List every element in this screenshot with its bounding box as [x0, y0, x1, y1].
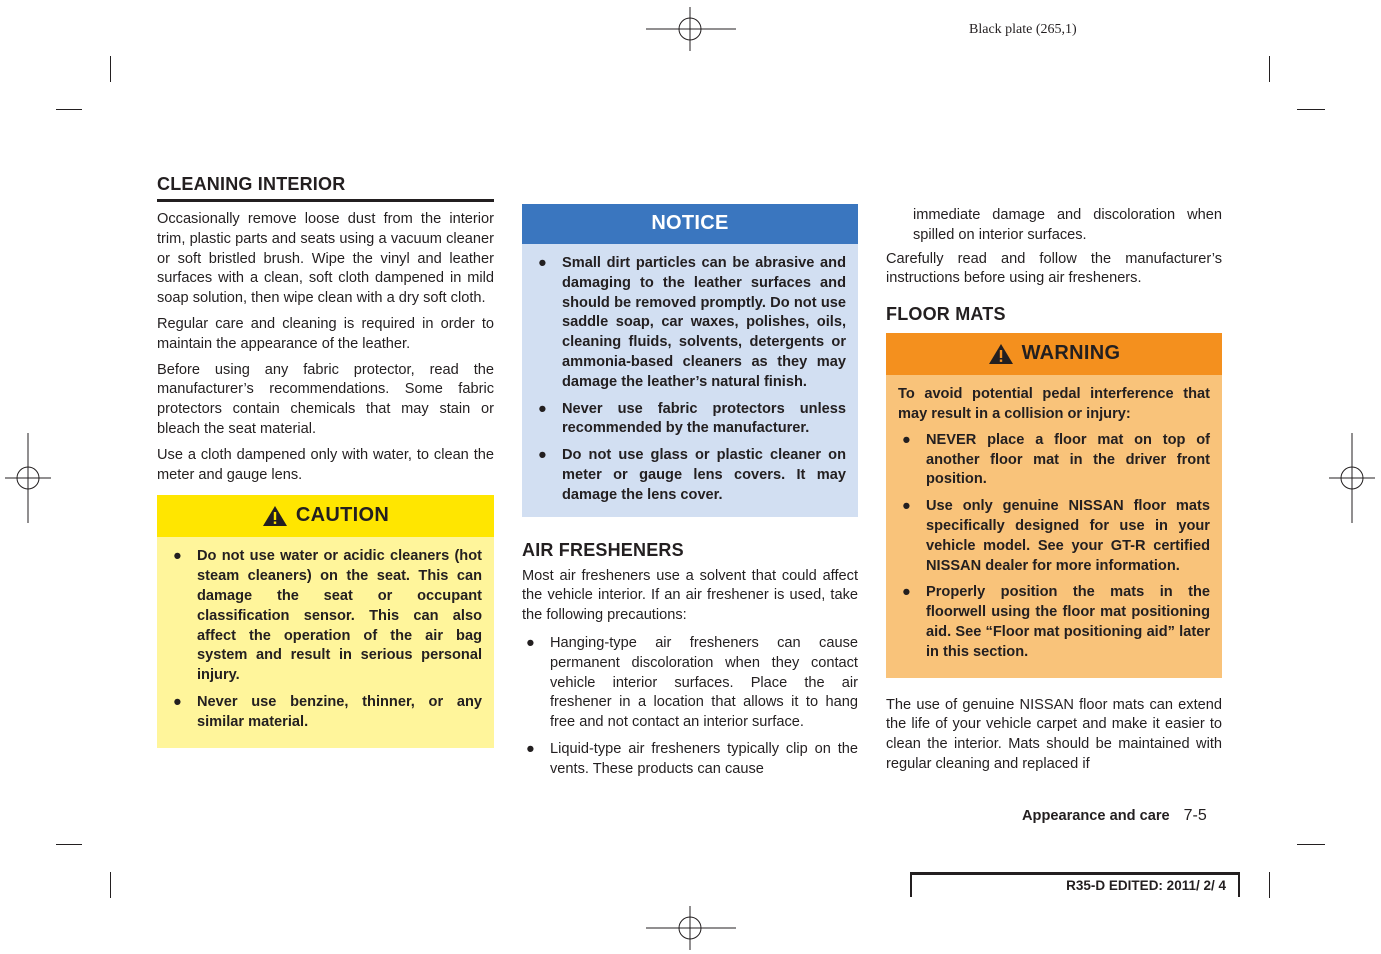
warning-triangle-icon: [988, 343, 1014, 365]
warning-body: [886, 375, 1222, 677]
paragraph: Occasionally remove loose dust from the interior trim, plastic parts and seats using a vacuum cleaner or soft bristled brush. Wipe the vinyl and leather surfaces with a clean, soft cloth dampened in mild soap solution, then wipe clean with a dry soft cloth.: [157, 211, 494, 307]
warning-triangle-icon: [262, 505, 288, 527]
caution-body: [157, 537, 494, 747]
bullet-icon: ●: [902, 431, 911, 448]
bullet-icon: ●: [902, 584, 911, 601]
edited-stamp: R35-D EDITED: 2011/ 2/ 4: [910, 872, 1240, 897]
paragraph: Use a cloth dampened only with water, to clean the meter and gauge lens.: [157, 446, 494, 483]
list-item: ● Do not use water or acidic cleaners (hot steam cleaners) on the seat. This can damage the seat or occupant classification sensor. This can also affect the operation of the air bag system and result in serious personal injury.: [173, 548, 482, 684]
registration-mark-right: [1329, 433, 1375, 523]
bullet-icon: ●: [526, 740, 535, 757]
column-1: [157, 173, 494, 748]
list-item: ● Liquid-type air fresheners typically clip on the vents. These products can cause: [526, 740, 858, 777]
column-2: [522, 204, 858, 787]
notice-body: [522, 244, 858, 517]
bullet-icon: ●: [526, 634, 535, 651]
bullet-icon: ●: [173, 548, 182, 565]
warning-header: [886, 333, 1222, 375]
notice-header: [522, 204, 858, 244]
warning-title: WARNING: [1021, 342, 1121, 365]
section-heading-cleaning-interior: CLEANING INTERIOR: [157, 173, 494, 202]
list-item: ● Small dirt particles can be abrasive and damaging to the leather surfaces and should be removed promptly. Do not use saddle soap, car waxes, polishes, oils, cleaning fluids, solvents, detergents or ammonia-based cleaners as they may damage the leather’s natural finish.: [538, 255, 846, 390]
list-item: ● Hanging-type air fresheners can cause permanent discoloration when they contact vehicle interior surfaces. Place the air freshener in a location that allows it to hang free and not contact an interior surface.: [526, 634, 858, 731]
bullet-icon: ●: [538, 400, 547, 417]
list-item: ● Properly position the mats in the floorwell using the floor mat positioning aid. See “Floor mat positioning aid” later in this section.: [902, 584, 1210, 660]
registration-mark-top: [646, 7, 736, 51]
plate-label: Black plate (265,1): [969, 22, 1077, 37]
bullet-icon: ●: [538, 255, 547, 271]
notice-title: NOTICE: [651, 212, 729, 235]
page-footer: [1022, 807, 1207, 825]
paragraph: Regular care and cleaning is required in order to maintain the appearance of the leather.: [157, 315, 494, 352]
paragraph: Most air fresheners use a solvent that could affect the vehicle interior. If an air freshener is used, take the following precautions:: [522, 567, 858, 624]
bullet-icon: ●: [902, 498, 911, 515]
paragraph: Before using any fabric protector, read the manufacturer’s recommendations. Some fabric protectors contain chemicals that may stain or bleach the seat material.: [157, 361, 494, 437]
page-number: 7-5: [1183, 807, 1207, 824]
paragraph: The use of genuine NISSAN floor mats can extend the life of your vehicle carpet and make it easier to clean the interior. Mats should be maintained with regular cleaning and replaced if: [886, 696, 1222, 772]
section-heading-floor-mats: FLOOR MATS: [886, 304, 1006, 325]
caution-box: [157, 495, 494, 747]
caution-header: [157, 495, 494, 537]
list-item: ● Use only genuine NISSAN floor mats specifically designed for use in your vehicle model. See your GT-R certified NISSAN dealer for more information.: [902, 498, 1210, 574]
bullet-icon: ●: [173, 693, 182, 710]
list-item: ● Never use benzine, thinner, or any similar material.: [173, 693, 482, 730]
bullet-icon: ●: [538, 447, 547, 464]
section-heading-air-fresheners: AIR FRESHENERS: [522, 539, 684, 560]
registration-mark-left: [5, 433, 51, 523]
warning-intro: To avoid potential pedal interference that may result in a collision or injury:: [898, 386, 1210, 422]
paragraph: Carefully read and follow the manufacturer’s instructions before using air fresheners.: [886, 250, 1222, 287]
list-item: ● NEVER place a floor mat on top of another floor mat in the driver front position.: [902, 431, 1210, 488]
warning-box: [886, 333, 1222, 677]
continued-text: immediate damage and discoloration when spilled on interior surfaces.: [913, 207, 1222, 243]
list-item: ● Do not use glass or plastic cleaner on meter or gauge lens covers. It may damage the lens cover.: [538, 447, 846, 503]
registration-mark-bottom: [646, 906, 736, 950]
list-item: ● Never use fabric protectors unless recommended by the manufacturer.: [538, 400, 846, 437]
air-freshener-list: [522, 634, 858, 780]
column-3: [886, 206, 1222, 781]
notice-box: [522, 204, 858, 517]
caution-title: CAUTION: [295, 504, 390, 527]
section-name: Appearance and care: [1022, 808, 1170, 824]
